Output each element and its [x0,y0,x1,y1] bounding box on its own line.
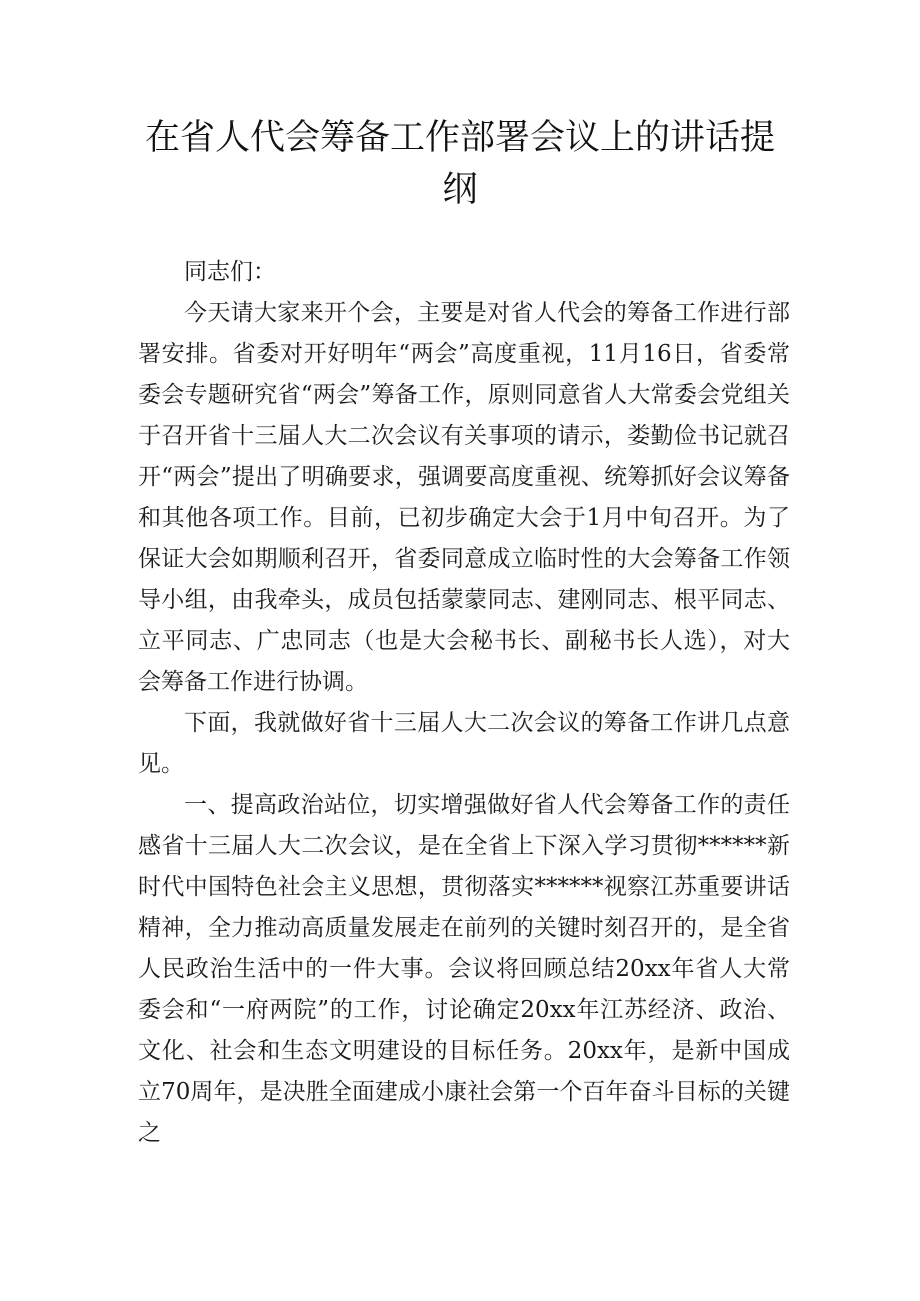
document-title: 在省人代会筹备工作部署会议上的讲话提纲 [144,118,775,210]
intro-paragraph: 今天请大家来开个会，主要是对省人代会的筹备工作进行部署安排。省委对开好明年“两会”高度重视，11月16日，省委常委会专题研究省“两会”筹备工作，原则同意省人大常委会党组关于召开省十三届人大二次会议有关事项的请示，娄勤俭书记就召开“两会”提出了明确要求，强调要高度重视、统筹抓好会议筹备和其他各项工作。目前，已初步确定大会于1月中旬召开。为了保证大会如期顺利召开，省委同意成立临时性的大会筹备工作领导小组，由我牵头，成员包括蒙蒙同志、建刚同志、根平同志、立平同志、广忠同志（也是大会秘书长、副秘书长人选），对大会筹备工作进行协调。 [138,300,790,695]
salutation-paragraph: 同志们： [184,259,276,285]
document-body [138,252,790,1154]
transition-paragraph: 下面，我就做好省十三届人大二次会议的筹备工作讲几点意见。 [138,710,790,777]
section-one-paragraph: 一、提高政治站位，切实增强做好省人代会筹备工作的责任感省十三届人大二次会议，是在全省上下深入学习贯彻******新时代中国特色社会主义思想，贯彻落实******视察江苏重要讲话精神，全力推动高质量发展走在前列的关键时刻召开的，是全省人民政治生活中的一件大事。会议将回顾总结20xx年省人大常委会和“一府两院”的工作，讨论确定20xx年江苏经济、政治、文化、社会和生态文明建设的目标任务。20xx年，是新中国成立70周年，是决胜全面建成小康社会第一个百年奋斗目标的关键之 [138,792,790,1146]
